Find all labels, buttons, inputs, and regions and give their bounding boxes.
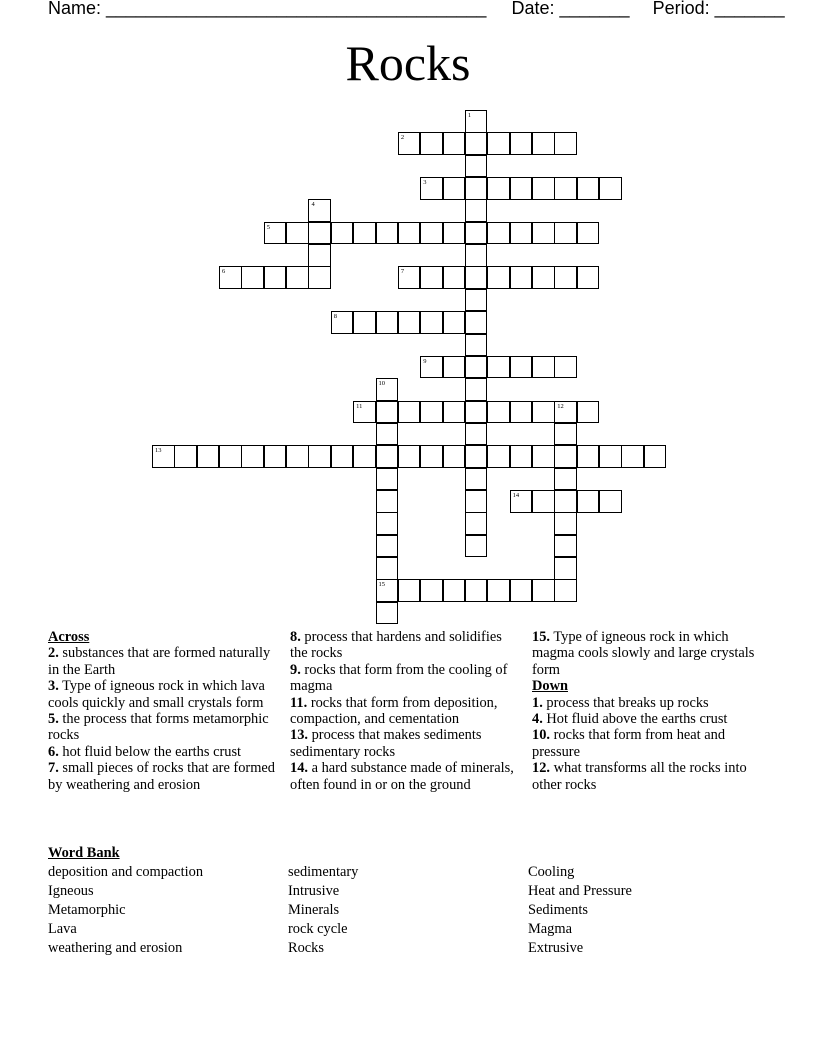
crossword-cell[interactable]	[331, 311, 354, 334]
crossword-cell[interactable]	[420, 401, 443, 424]
crossword-cell[interactable]	[487, 132, 510, 155]
crossword-cell[interactable]	[443, 401, 466, 424]
crossword-cell[interactable]	[264, 266, 287, 289]
crossword-cell[interactable]	[532, 132, 555, 155]
name-field[interactable]: Name: ______________________________________	[48, 0, 487, 18]
crossword-cell[interactable]	[308, 222, 331, 245]
crossword-cell[interactable]	[376, 512, 399, 535]
crossword-cell[interactable]	[465, 110, 488, 133]
crossword-cell[interactable]	[487, 266, 510, 289]
crossword-cell[interactable]	[532, 222, 555, 245]
crossword-cell[interactable]	[353, 445, 376, 468]
clue-across-15: 15. Type of igneous rock in which magma cools slowly and large crystals form	[532, 629, 755, 678]
crossword-cell[interactable]	[353, 222, 376, 245]
clue-across-9: 9. rocks that form from the cooling of magma	[290, 661, 508, 695]
crossword-cell[interactable]	[443, 177, 466, 200]
crossword-cell[interactable]	[219, 266, 242, 289]
word-bank-item: Heat and Pressure	[528, 883, 632, 899]
crossword-cell[interactable]	[554, 132, 577, 155]
crossword-cell[interactable]	[398, 311, 421, 334]
clue-number-label: 7	[400, 268, 405, 276]
word-bank-item: Metamorphic	[48, 902, 126, 918]
crossword-cell[interactable]	[219, 445, 242, 468]
clues-column-1	[48, 629, 284, 793]
crossword-cell[interactable]	[264, 222, 287, 245]
word-bank-item: deposition and compaction	[48, 864, 204, 880]
crossword-cell[interactable]	[465, 468, 488, 491]
crossword-cell[interactable]	[577, 445, 600, 468]
period-field[interactable]: Period: _______	[652, 0, 785, 18]
crossword-cell[interactable]	[286, 222, 309, 245]
crossword-cell[interactable]	[398, 132, 421, 155]
crossword-cell[interactable]	[532, 490, 555, 513]
crossword-cell[interactable]	[532, 579, 555, 602]
crossword-cell[interactable]	[532, 445, 555, 468]
crossword-cell[interactable]	[331, 445, 354, 468]
word-bank-column-2	[288, 863, 518, 958]
crossword-cell[interactable]	[621, 445, 644, 468]
crossword-cell[interactable]	[487, 445, 510, 468]
word-bank-item: Rocks	[288, 940, 324, 956]
crossword-cell[interactable]	[487, 401, 510, 424]
crossword-cell[interactable]	[465, 289, 488, 312]
clue-number-label: 8	[333, 313, 338, 321]
word-bank-item: weathering and erosion	[48, 940, 183, 956]
word-bank-item: Lava	[48, 921, 77, 937]
crossword-cell[interactable]	[420, 311, 443, 334]
crossword-cell[interactable]	[465, 378, 488, 401]
crossword-cell[interactable]	[353, 311, 376, 334]
crossword-cell[interactable]	[420, 356, 443, 379]
crossword-cell[interactable]	[644, 445, 667, 468]
crossword-cell[interactable]	[554, 177, 577, 200]
word-bank-item: Igneous	[48, 883, 94, 899]
crossword-cell[interactable]	[465, 356, 488, 379]
clue-number-label: 15	[378, 581, 385, 589]
crossword-cell[interactable]	[554, 222, 577, 245]
word-bank-item: Cooling	[528, 864, 575, 880]
date-field[interactable]: Date: _______	[511, 0, 630, 18]
crossword-cell[interactable]	[376, 468, 399, 491]
crossword-cell[interactable]	[420, 177, 443, 200]
clue-number-label: 9	[423, 357, 427, 365]
crossword-cell[interactable]	[376, 378, 399, 401]
crossword-cell[interactable]	[510, 401, 533, 424]
crossword-cell[interactable]	[487, 222, 510, 245]
crossword-cell[interactable]	[308, 266, 331, 289]
crossword-cell[interactable]	[554, 401, 577, 424]
crossword-cell[interactable]	[554, 579, 577, 602]
crossword-cell[interactable]	[510, 579, 533, 602]
clue-down-10: 10. rocks that form from heat and pressure	[532, 727, 726, 760]
clue-across-13: 13. process that makes sediments sedimentary rocks	[290, 727, 482, 760]
crossword-cell[interactable]	[510, 356, 533, 379]
crossword-cell[interactable]	[443, 222, 466, 245]
clue-across-11: 11. rocks that form from deposition, compaction, and cementation	[290, 694, 498, 728]
crossword-cell[interactable]	[420, 222, 443, 245]
crossword-cell[interactable]	[465, 222, 488, 245]
crossword-cell[interactable]	[420, 579, 443, 602]
crossword-cell[interactable]	[420, 445, 443, 468]
crossword-cell[interactable]	[308, 199, 331, 222]
crossword-cell[interactable]	[443, 266, 466, 289]
crossword-cell[interactable]	[532, 401, 555, 424]
crossword-cell[interactable]	[510, 445, 533, 468]
crossword-cell[interactable]	[577, 266, 600, 289]
clue-number-label: 14	[512, 491, 520, 499]
crossword-cell[interactable]	[599, 445, 622, 468]
crossword-cell[interactable]	[264, 445, 287, 468]
word-bank-heading: Word Bank	[48, 845, 120, 861]
crossword-cell[interactable]	[465, 311, 488, 334]
clue-number-label: 12	[557, 402, 564, 410]
crossword-cell[interactable]	[398, 401, 421, 424]
crossword-cell[interactable]	[353, 401, 376, 424]
clue-number-label: 13	[155, 447, 162, 455]
crossword-cell[interactable]	[376, 557, 399, 580]
crossword-cell[interactable]	[443, 132, 466, 155]
crossword-cell[interactable]	[532, 266, 555, 289]
clue-across-3: 3. Type of igneous rock in which lava cools quickly and small crystals form	[48, 678, 265, 711]
crossword-cell[interactable]	[465, 401, 488, 424]
crossword-cell[interactable]	[465, 177, 488, 200]
down-heading: Down	[532, 678, 568, 695]
crossword-cell[interactable]	[554, 490, 577, 513]
clue-down-4: 4. Hot fluid above the earths crust	[532, 711, 728, 728]
clue-across-6: 6. hot fluid below the earths crust	[48, 743, 242, 760]
crossword-cell[interactable]	[174, 445, 197, 468]
crossword-cell[interactable]	[465, 535, 488, 558]
crossword-cell[interactable]	[376, 579, 399, 602]
crossword-cell[interactable]	[331, 222, 354, 245]
clue-across-8: 8. process that hardens and solidifies the rocks	[290, 629, 502, 662]
word-bank-item: Intrusive	[288, 883, 340, 899]
word-bank-item: Sediments	[528, 902, 588, 918]
crossword-cell[interactable]	[510, 490, 533, 513]
clue-number-label: 3	[423, 179, 427, 187]
crossword-cell[interactable]	[286, 266, 309, 289]
crossword-cell[interactable]	[510, 132, 533, 155]
crossword-cell[interactable]	[554, 445, 577, 468]
crossword-cell[interactable]	[443, 579, 466, 602]
clue-down-1: 1. process that breaks up rocks	[532, 694, 709, 711]
clue-number-label: 1	[467, 112, 472, 119]
clues-column-3	[532, 629, 757, 793]
clue-number-label: 11	[356, 402, 363, 410]
crossword-cell[interactable]	[398, 266, 421, 289]
crossword-cell[interactable]	[465, 132, 488, 155]
crossword-cell[interactable]	[376, 222, 399, 245]
crossword-cell[interactable]	[465, 445, 488, 468]
crossword-cell[interactable]	[487, 356, 510, 379]
crossword-cell[interactable]	[577, 401, 600, 424]
crossword-cell[interactable]	[577, 222, 600, 245]
across-heading: Across	[48, 629, 90, 645]
crossword-cell[interactable]	[554, 468, 577, 491]
crossword-cell[interactable]	[554, 356, 577, 379]
clue-number-label: 2	[400, 134, 405, 142]
crossword-cell[interactable]	[376, 311, 399, 334]
clue-across-2: 2. substances that are formed naturally in the Earth	[48, 645, 271, 678]
crossword-cell[interactable]	[554, 535, 577, 558]
crossword-cell[interactable]	[420, 266, 443, 289]
crossword-cell[interactable]	[398, 445, 421, 468]
crossword-cell[interactable]	[465, 155, 488, 178]
crossword-cell[interactable]	[376, 445, 399, 468]
crossword-cell[interactable]	[465, 244, 488, 267]
crossword-cell[interactable]	[308, 244, 331, 267]
clues-column-2	[290, 629, 515, 793]
crossword-cell[interactable]	[510, 266, 533, 289]
crossword-cell[interactable]	[487, 579, 510, 602]
clue-across-14: 14. a hard substance made of minerals, often found in or on the ground	[290, 760, 514, 793]
clue-across-5: 5. the process that forms metamorphic rocks	[48, 711, 269, 744]
page-title: Rocks	[345, 35, 471, 91]
crossword-cell[interactable]	[532, 177, 555, 200]
crossword-cell[interactable]	[487, 177, 510, 200]
clue-number-label: 5	[266, 223, 270, 231]
crossword-cell[interactable]	[599, 177, 622, 200]
crossword-cell[interactable]	[554, 512, 577, 535]
crossword-cell[interactable]	[376, 490, 399, 513]
clue-number-label: 4	[311, 201, 315, 209]
crossword-cell[interactable]	[465, 423, 488, 446]
crossword-cell[interactable]	[241, 266, 264, 289]
crossword-cell[interactable]	[599, 490, 622, 513]
word-bank-item: rock cycle	[288, 921, 348, 937]
crossword-cell[interactable]	[510, 177, 533, 200]
crossword-cell[interactable]	[376, 401, 399, 424]
clue-across-7: 7. small pieces of rocks that are formed by weathering and erosion	[48, 760, 275, 793]
crossword-cell[interactable]	[554, 266, 577, 289]
clue-number-label: 10	[378, 380, 385, 388]
crossword-cell[interactable]	[443, 445, 466, 468]
crossword-cell[interactable]	[420, 132, 443, 155]
crossword-cell[interactable]	[197, 445, 220, 468]
clue-down-12: 12. what transforms all the rocks into other rocks	[532, 760, 747, 793]
crossword-cell[interactable]	[554, 557, 577, 580]
crossword-cell[interactable]	[465, 334, 488, 357]
crossword-cell[interactable]	[510, 222, 533, 245]
crossword-cell[interactable]	[398, 579, 421, 602]
word-bank-item: Minerals	[288, 902, 340, 918]
crossword-cell[interactable]	[577, 177, 600, 200]
crossword-cell[interactable]	[465, 512, 488, 535]
clue-number-label: 6	[222, 268, 226, 276]
crossword-cell[interactable]	[554, 423, 577, 446]
crossword-cell[interactable]	[443, 311, 466, 334]
word-bank-item: Magma	[528, 921, 572, 937]
crossword-cell[interactable]	[443, 356, 466, 379]
crossword-cell[interactable]	[577, 490, 600, 513]
word-bank-column-3	[528, 863, 758, 958]
crossword-cell[interactable]	[376, 535, 399, 558]
crossword-cell[interactable]	[465, 266, 488, 289]
crossword-cell[interactable]	[286, 445, 309, 468]
crossword-cell[interactable]	[152, 445, 175, 468]
crossword-cell[interactable]	[465, 579, 488, 602]
crossword-cell[interactable]	[465, 199, 488, 222]
crossword-cell[interactable]	[398, 222, 421, 245]
crossword-cell[interactable]	[376, 423, 399, 446]
crossword-cell[interactable]	[532, 356, 555, 379]
crossword-cell[interactable]	[376, 602, 399, 625]
crossword-cell[interactable]	[241, 445, 264, 468]
crossword-cell[interactable]	[308, 445, 331, 468]
word-bank-item: sedimentary	[288, 864, 359, 880]
word-bank-column-1	[48, 863, 278, 958]
word-bank-item: Extrusive	[528, 940, 584, 956]
crossword-cell[interactable]	[465, 490, 488, 513]
